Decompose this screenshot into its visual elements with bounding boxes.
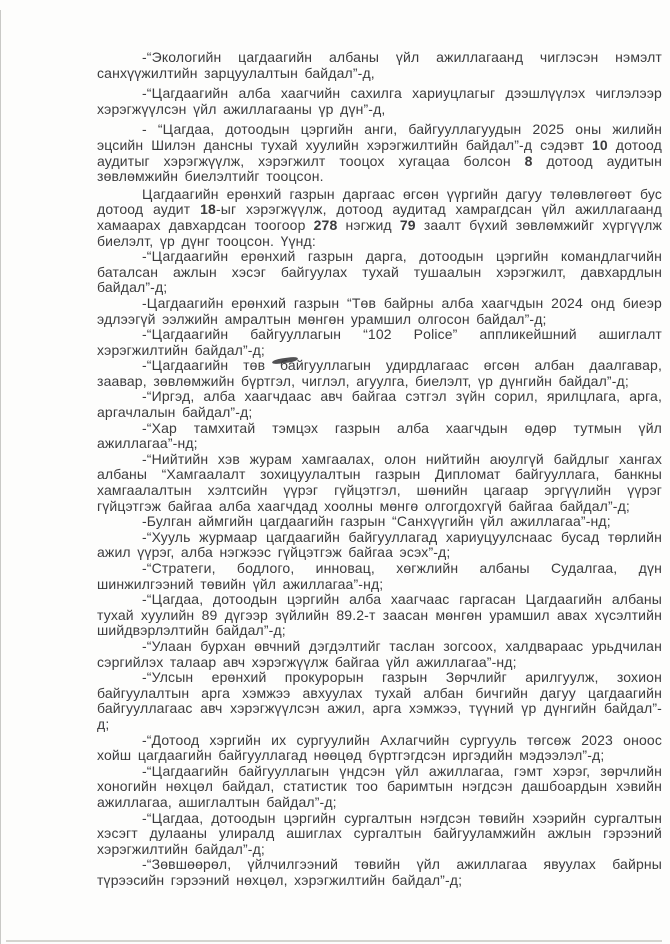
text-run: -“Хууль журмаар цагдаагийн байгууллагад хариуцуулснаас бусад төрлийн ажил үүрэг, алба нэгжээс гүйцэтгэж байгаа эсэх”-д; <box>97 528 662 561</box>
paragraph <box>97 86 662 117</box>
paragraph <box>97 421 662 452</box>
text-run: -ыг хэрэгжүүлж, дотоод аудитад хамрагдсан үйл ажиллагаанд хамаарах давхардсан тоогоор <box>97 201 662 233</box>
text-run: -Булган аймгийн цагдаагийн газрын “Санхүүгийн үйл ажиллагаа”-нд; <box>142 513 611 530</box>
paragraph <box>97 296 662 327</box>
paragraph <box>97 764 662 811</box>
paragraph <box>97 452 662 514</box>
text-run: - “Цагдаа, дотоодын цэргийн анги, байгууллагуудын 2025 оны жилийн эцсийн Шилэн дансны тухай хуулийн хэрэгжилтийн байдал”-д сэдэвт <box>97 121 662 153</box>
text-run: -“Дотоод хэргийн их сургуулийн Ахлагчийн сургууль төгсөж 2023 оноос хойш цагдаагийн байгууллагад нөөцөд бүртгэгдсэн иргэдийн мэдээлэл”-д; <box>97 731 662 764</box>
text-run: дотоод аудитын зөвлөмжийн биелэлтийг тооцсон. <box>97 152 662 185</box>
paragraph <box>97 327 662 358</box>
text-run: -“Стратеги, бодлого, инновац, хөгжлийн албаны Судалгаа, дүн шинжилгээний төвийн үйл ажиллагаа”-нд; <box>97 560 662 592</box>
text-run: дотоод аудитыг хэрэгжүүлж, хэрэгжилт тооцох хугацаа болсон <box>97 136 663 169</box>
text-run: -“Экологийн цагдаагийн албаны үйл ажиллагаанд чиглэсэн нэмэлт санхүүжилтийн зарцуулалтын байдал”-д, <box>97 49 662 81</box>
document-body <box>97 50 662 888</box>
bold-text-run: 8 <box>524 152 533 169</box>
paragraph <box>97 857 662 888</box>
paragraph <box>97 50 662 81</box>
text-run: нэгжид <box>337 216 400 233</box>
text-run: -“Иргэд, алба хаагчдаас авч байгаа сэтгэл зүйн сорил, ярилцлага, арга, аргачлалын байдал”-д; <box>97 388 662 421</box>
paragraph <box>97 733 662 764</box>
paragraph <box>97 811 662 858</box>
text-run: -“Цагдаа, дотоодын цэргийн алба хаагчаас гаргасан Цагдаагийн албаны тухай хуулийн 89 дүгээр зүйлийн 89.2-т заасан мөнгөн урамшил авах хүсэлтийн шийдвэрлэлтийн байдал”-д; <box>97 591 662 639</box>
text-run: -“Зөвшөөрөл, үйлчилгээний төвийн үйл ажиллагаа явуулах байрны түрээсийн гэрээний нөхцөл, хэрэгжилтийн байдал”-д; <box>97 856 662 888</box>
paragraph <box>97 639 662 670</box>
text-run: -“Цагдаа, дотоодын цэргийн сургалтын нэгдсэн төвийн хээрийн сургалтын хэсэгт дулааны улиралд ашиглах сургалтын байгууламжийн ажлын гэрээний хэрэгжилтийн байдал”-д; <box>97 809 662 857</box>
scan-edge-bottom-line <box>6 940 662 942</box>
paragraph <box>97 670 662 732</box>
text-run: -“Цагдаагийн байгууллагын үндсэн үйл ажиллагаа, гэмт хэрэг, зөрчлийн хоногийн нөхцөл байдал, статистик тоо баримтын нэгдсэн дашбоардын хэвийн ажиллагаа, ашиглалтын байдал”-д; <box>97 762 662 810</box>
text-run: -“Хар тамхитай тэмцэх газрын алба хаагчдын өдөр тутмын үйл ажиллагаа”-нд; <box>97 419 662 452</box>
text-run: Цагдаагийн ерөнхий газрын даргаас өгсөн үүргийн дагуу төлөвлөгөөт бус дотоод аудит <box>97 185 662 218</box>
paragraph <box>97 561 662 592</box>
text-run: -“Улсын ерөнхий прокурорын газрын Зөрчлийг арилгуулж, зохион байгуулалтын арга хэмжээ авхуулах тухай албан бичгийн дагуу цагдаагийн байгууллагаас авч хэрэгжүүлсэн ажил, арга хэмжээ, түүний үр дүнгийн байдал”-д; <box>97 669 662 732</box>
text-run: -“Нийтийн хэв журам хамгаалах, олон нийтийн аюулгүй байдлыг хангах албаны “Хамгаалалт зохицуулалтын газрын Дипломат байгууллага, банкны хамгаалалтын хэлтсийн үүрэг гүйцэтгэл, шөнийн цагаар эргүүлийн үүрэг гүйцэтгэж байгаа алба хаагчдад хоолны мөнгө олгогдохгүй байгаа байдал”-д; <box>97 450 662 514</box>
scan-edge-left-line <box>0 10 1 944</box>
bold-text-run: 278 <box>313 216 338 233</box>
paragraph <box>97 187 662 249</box>
paragraph <box>97 249 662 296</box>
bold-text-run: 10 <box>591 136 608 153</box>
bold-text-run: 79 <box>399 216 416 233</box>
text-run: -“Улаан бурхан өвчний дэгдэлтийг таслан зогсоох, халдвараас урьдчилан сэргийлэх талаар авч хэрэгжүүлж байгаа үйл ажиллагаа”-нд; <box>97 637 662 670</box>
text-run: -“Цагдаагийн ерөнхий газрын дарга, дотоодын цэргийн командлагчийн баталсан ажлын хэсэг байгуулах тухай тушаалын хэрэгжилт, давхардлын байдал”-д; <box>97 248 662 296</box>
paragraph <box>97 592 662 639</box>
paragraph <box>97 358 662 389</box>
text-run: -Цагдаагийн ерөнхий газрын “Төв байрны алба хаагчдын 2024 онд биеэр эдлээгүй ээлжийн амралтын мөнгөн урамшил олгосон байдал”-д; <box>97 294 662 327</box>
paragraph <box>97 530 662 561</box>
text-run: заалт бүхий зөвлөмжийг хүргүүлж биелэлт, үр дүнг тооцсон. Үүнд: <box>97 216 662 249</box>
text-run: -“Цагдаагийн алба хаагчийн сахилга хариуцлагыг дээшлүүлэх чиглэлээр хэрэгжүүлсэн үйл ажиллагааны үр дүн”-д, <box>97 85 662 117</box>
paragraph <box>97 122 662 184</box>
bold-text-run: 18 <box>200 201 216 218</box>
text-run: -“Цагдаагийн байгууллагын “102 Police” аппликейшний ашиглалт хэрэгжилтийн байдал”-д; <box>97 326 662 358</box>
paragraph <box>97 514 662 530</box>
paragraph <box>97 389 662 420</box>
text-run: -“Цагдаагийн төв байгууллагын удирдлагаас өгсөн албан даалгавар, заавар, зөвлөмжийн бүртгэл, чиглэл, агуулга, биелэлт, үр дүнгийн байдал”-д; <box>97 357 662 389</box>
